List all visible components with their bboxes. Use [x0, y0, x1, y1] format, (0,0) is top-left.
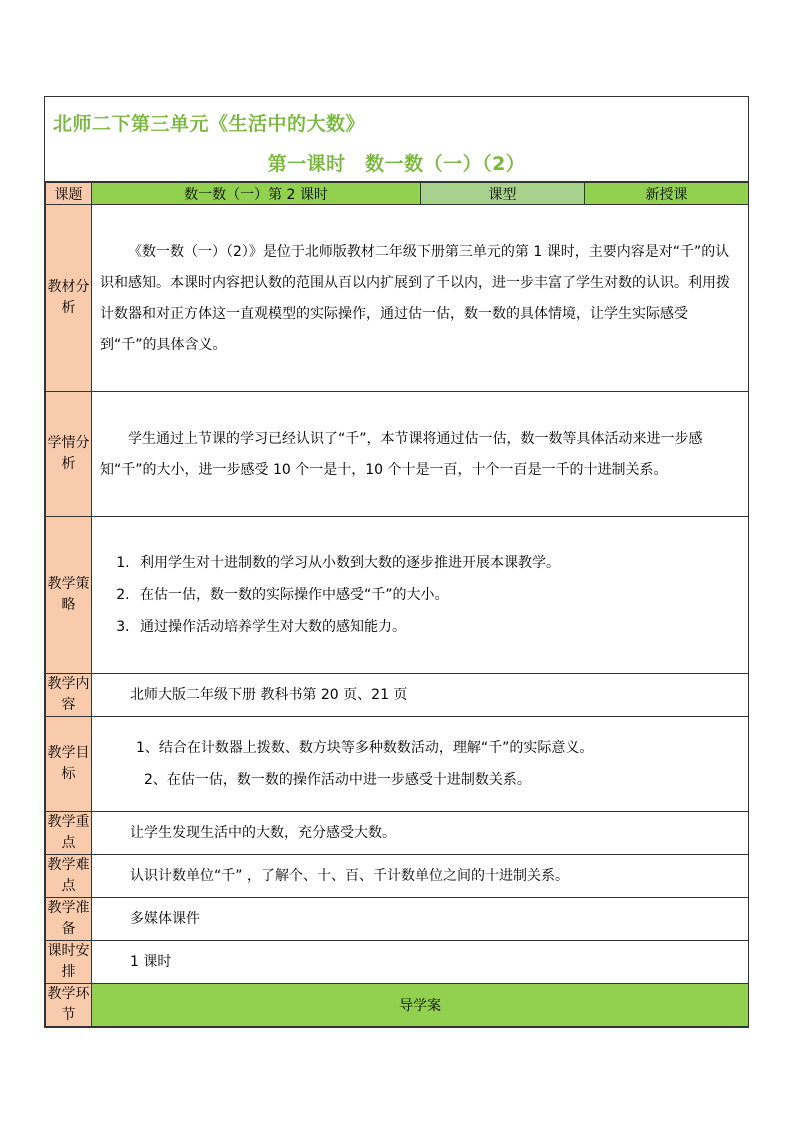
lesson-type-label: 课型 — [421, 183, 585, 205]
students-row — [46, 392, 749, 517]
schedule-text: 1 课时 — [92, 941, 749, 984]
preparation-row — [46, 898, 749, 941]
strategy-item: 1. 利用学生对十进制数的学习从小数到大数的逐步推进开展本课教学。 — [134, 547, 740, 579]
goals-cell — [92, 717, 749, 812]
students-cell — [92, 392, 749, 517]
topic-label: 课题 — [46, 183, 92, 205]
difficulty-text: 认识计数单位“千” ，了解个、十、百、千计数单位之间的十进制关系。 — [92, 855, 749, 898]
topic-value: 数一数（一）第 2 课时 — [92, 183, 421, 205]
process-text: 导学案 — [92, 984, 749, 1027]
lesson-table — [45, 182, 749, 1027]
students-label: 学情分析 — [46, 392, 92, 517]
material-text: 《数一数（一）（2）》是位于北师版教材二年级下册第三单元的第 1 课时，主要内容是对“千”的认识和感知。本课时内容把认数的范围从百以内扩展到了千以内，进一步丰富了学生对数的认识。利用拨计数器和对正方体这一直观模型的实际操作，通过估一估，数一数的具体情境，让学生实际感受到“千”的具体含义。 — [100, 244, 730, 353]
unit-title: 北师二下第三单元《生活中的大数》 — [53, 113, 366, 135]
strategy-row — [46, 517, 749, 674]
strategy-cell — [92, 517, 749, 674]
material-row — [46, 205, 749, 392]
lesson-plan-document — [44, 96, 749, 1028]
preparation-label: 教学准备 — [46, 898, 92, 941]
difficulty-row — [46, 855, 749, 898]
preparation-text: 多媒体课件 — [92, 898, 749, 941]
key-point-text: 让学生发现生活中的大数，充分感受大数。 — [92, 812, 749, 855]
goal-item: 2、在估一估，数一数的操作活动中进一步感受十进制数关系。 — [144, 772, 531, 788]
material-cell — [92, 205, 749, 392]
strategy-label: 教学策略 — [46, 517, 92, 674]
schedule-label: 课时安排 — [46, 941, 92, 984]
content-label: 教学内容 — [46, 674, 92, 717]
schedule-row — [46, 941, 749, 984]
goals-row — [46, 717, 749, 812]
key-point-row — [46, 812, 749, 855]
strategy-item: 2. 在估一估，数一数的实际操作中感受“千”的大小。 — [134, 579, 740, 611]
lesson-title: 第一课时 数一数（一）（2） — [267, 153, 526, 175]
difficulty-label: 教学难点 — [46, 855, 92, 898]
goals-label: 教学目标 — [46, 717, 92, 812]
goal-item: 1、结合在计数器上拨数、数方块等多种数数活动，理解“千”的实际意义。 — [136, 740, 594, 756]
content-text: 北师大版二年级下册 教科书第 20 页、21 页 — [92, 674, 749, 717]
header-row — [46, 183, 749, 205]
process-label: 教学环节 — [46, 984, 92, 1027]
students-text: 学生通过上节课的学习已经认识了“千”，本节课将通过估一估，数一数等具体活动来进一步感知“千”的大小，进一步感受 10 个一是十，10 个十是一百，十个一百是一千的十进制关系。 — [100, 431, 703, 478]
title-block — [45, 97, 748, 182]
strategy-list — [100, 547, 740, 643]
key-point-label: 教学重点 — [46, 812, 92, 855]
process-row — [46, 984, 749, 1027]
strategy-item: 3. 通过操作活动培养学生对大数的感知能力。 — [134, 611, 740, 643]
content-row — [46, 674, 749, 717]
material-label: 教材分析 — [46, 205, 92, 392]
lesson-type-value: 新授课 — [585, 183, 749, 205]
